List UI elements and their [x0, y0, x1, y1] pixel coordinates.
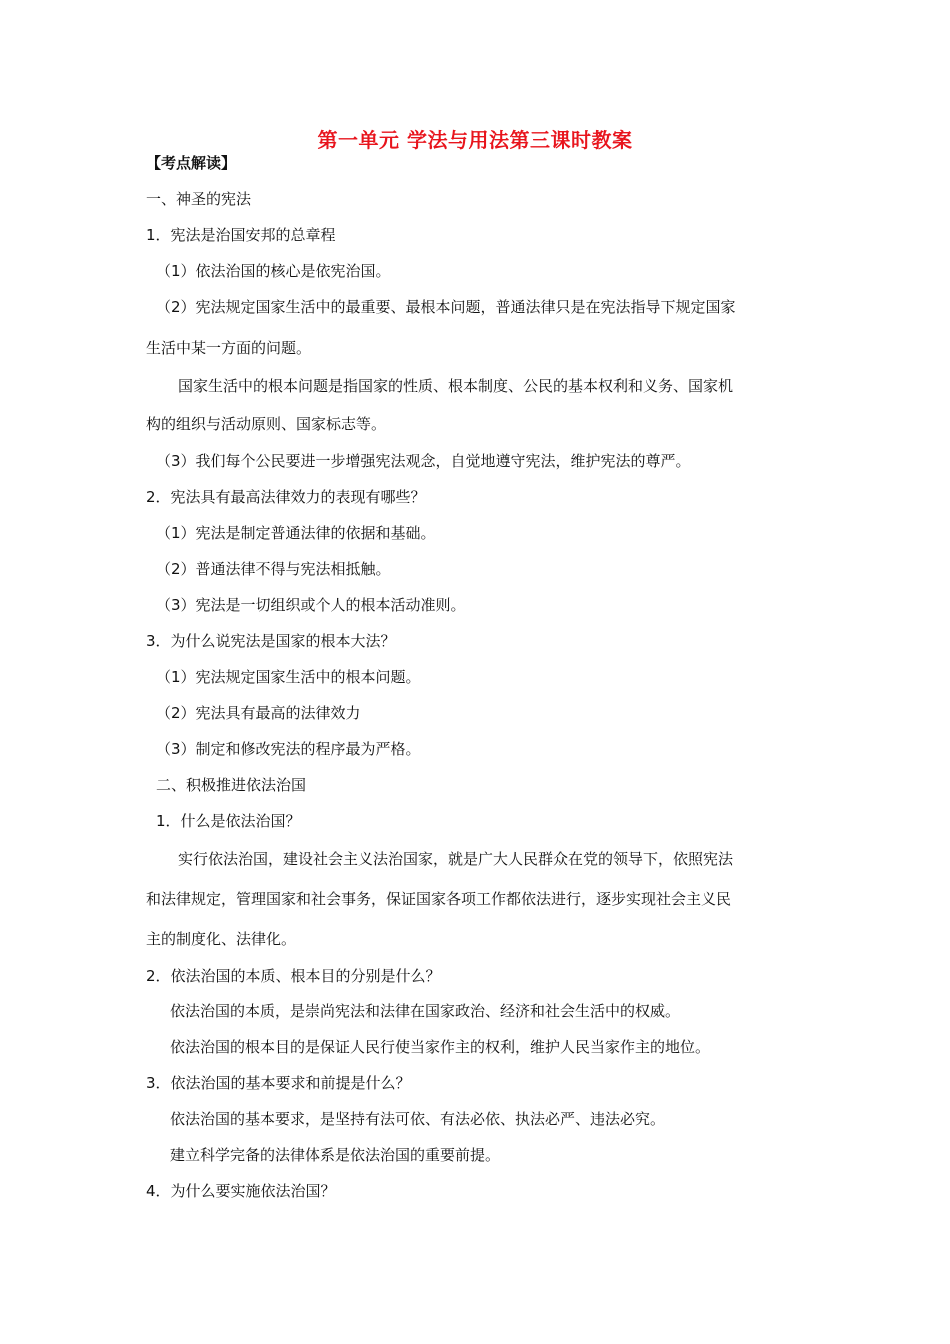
question-2-2: 2．依法治国的本质、根本目的分别是什么？	[146, 967, 441, 985]
question-1-1: 1．宪法是治国安邦的总章程	[146, 226, 336, 244]
answer-line: （2）普通法律不得与宪法相抵触。	[156, 560, 391, 578]
heading-part-2: 二、积极推进依法治国	[156, 776, 307, 794]
heading-part-1: 一、神圣的宪法	[146, 190, 252, 208]
paragraph-line: 建立科学完备的法律体系是依法治国的重要前提。	[170, 1146, 501, 1164]
paragraph-line: 依法治国的根本目的是保证人民行使当家作主的权利，维护人民当家作主的地位。	[170, 1038, 711, 1056]
answer-line: （1）依法治国的核心是依宪治国。	[156, 262, 391, 280]
page-title: 第一单元 学法与用法第三课时教案	[317, 128, 633, 152]
question-2-4: 4．为什么要实施依法治国？	[146, 1182, 336, 1200]
answer-line: 生活中某一方面的问题。	[146, 339, 312, 357]
question-1-3: 3．为什么说宪法是国家的根本大法？	[146, 632, 396, 650]
question-2-1: 1．什么是依法治国？	[156, 812, 301, 830]
paragraph-line: 依法治国的本质，是崇尚宪法和法律在国家政治、经济和社会生活中的权威。	[170, 1002, 681, 1020]
paragraph-line: 主的制度化、法律化。	[146, 930, 297, 948]
answer-line: （3）我们每个公民要进一步增强宪法观念，自觉地遵守宪法，维护宪法的尊严。	[156, 452, 691, 470]
question-1-2: 2．宪法具有最高法律效力的表现有哪些？	[146, 488, 426, 506]
paragraph-line: 国家生活中的根本问题是指国家的性质、根本制度、公民的基本权利和义务、国家机	[178, 377, 734, 395]
answer-line: （1）宪法规定国家生活中的根本问题。	[156, 668, 421, 686]
answer-line: （3）制定和修改宪法的程序最为严格。	[156, 740, 421, 758]
answer-line: （2）宪法具有最高的法律效力	[156, 704, 361, 722]
answer-line: （2）宪法规定国家生活中的最重要、最根本问题，普通法律只是在宪法指导下规定国家	[156, 298, 736, 316]
question-2-3: 3．依法治国的基本要求和前提是什么？	[146, 1074, 411, 1092]
answer-line: （3）宪法是一切组织或个人的根本活动准则。	[156, 596, 466, 614]
paragraph-line: 和法律规定，管理国家和社会事务，保证国家各项工作都依法进行，逐步实现社会主义民	[146, 890, 732, 908]
paragraph-line: 实行依法治国，建设社会主义法治国家，就是广大人民群众在党的领导下，依照宪法	[178, 850, 734, 868]
paragraph-line: 构的组织与活动原则、国家标志等。	[146, 415, 387, 433]
paragraph-line: 依法治国的基本要求，是坚持有法可依、有法必依、执法必严、违法必究。	[170, 1110, 666, 1128]
section-label: 【考点解读】	[146, 154, 237, 172]
answer-line: （1）宪法是制定普通法律的依据和基础。	[156, 524, 436, 542]
